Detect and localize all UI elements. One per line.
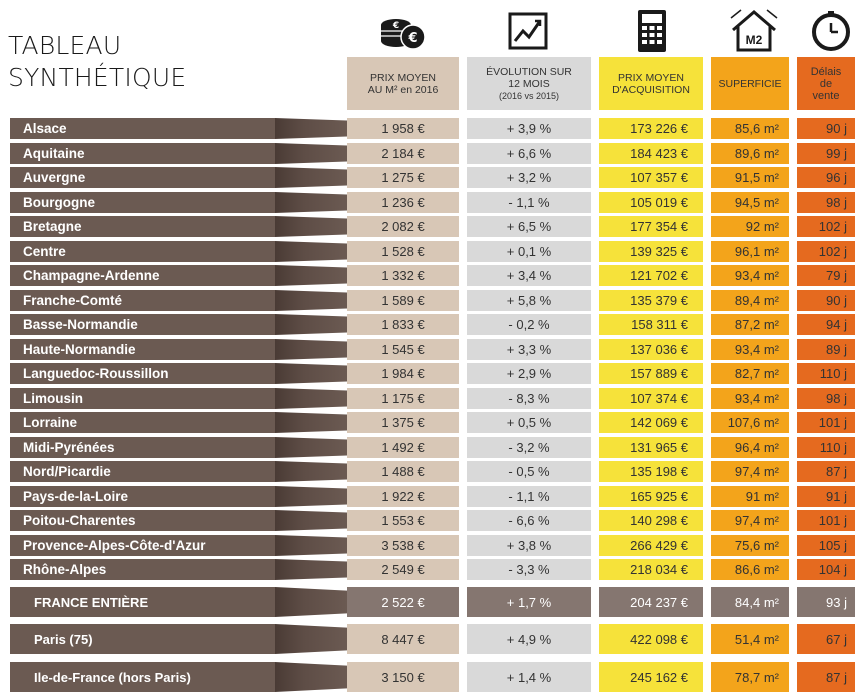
delais-cell: 67 j [797,624,855,654]
house-m2-icon [724,8,784,54]
evolution-cell: - 8,3 % [467,388,591,409]
coins-icon [373,8,433,54]
evolution-cell: - 3,2 % [467,437,591,458]
region-name: Provence-Alpes-Côte-d'Azur [10,535,275,556]
row-connector [275,363,347,384]
prix-m2-cell: 1 488 € [347,461,459,482]
header-prix-m2-line1: PRIX MOYEN [370,71,436,84]
row-connector [275,192,347,213]
delais-cell: 102 j [797,241,855,262]
prix-acquisition-cell: 165 925 € [599,486,703,507]
prix-m2-cell: 3 150 € [347,662,459,692]
evolution-cell: + 3,8 % [467,535,591,556]
row-connector [275,486,347,507]
header-delais-line2: de [819,77,833,90]
region-name: Basse-Normandie [10,314,275,335]
prix-m2-cell: 8 447 € [347,624,459,654]
header-delais-line1: Délais [810,65,842,78]
region-name: Lorraine [10,412,275,433]
row-connector [275,624,347,654]
prix-acquisition-cell: 140 298 € [599,510,703,531]
region-name: Alsace [10,118,275,139]
region-name: Poitou-Charentes [10,510,275,531]
prix-acquisition-cell: 245 162 € [599,662,703,692]
prix-acquisition-cell: 422 098 € [599,624,703,654]
delais-cell: 79 j [797,265,855,286]
row-connector [275,559,347,580]
evolution-cell: - 6,6 % [467,510,591,531]
delais-cell: 87 j [797,461,855,482]
row-connector [275,587,347,617]
row-connector [275,339,347,360]
prix-acquisition-cell: 157 889 € [599,363,703,384]
delais-cell: 89 j [797,339,855,360]
header-prix-acquisition [599,57,703,110]
prix-m2-cell: 1 236 € [347,192,459,213]
header-evolution-line1: ÉVOLUTION SUR [486,65,572,78]
region-name: Auvergne [10,167,275,188]
evolution-cell: - 0,2 % [467,314,591,335]
prix-m2-cell: 1 553 € [347,510,459,531]
header-evolution-line3: (2016 vs 2015) [498,90,560,101]
superficie-cell: 94,5 m² [711,192,789,213]
trend-chart-icon [498,8,558,54]
superficie-cell: 96,4 m² [711,437,789,458]
prix-acquisition-cell: 266 429 € [599,535,703,556]
row-connector [275,437,347,458]
region-name: Centre [10,241,275,262]
prix-m2-cell: 1 528 € [347,241,459,262]
row-connector [275,118,347,139]
delais-cell: 104 j [797,559,855,580]
superficie-cell: 75,6 m² [711,535,789,556]
prix-acquisition-cell: 107 357 € [599,167,703,188]
region-name: Aquitaine [10,143,275,164]
prix-m2-cell: 1 375 € [347,412,459,433]
prix-acquisition-cell: 131 965 € [599,437,703,458]
row-connector [275,290,347,311]
delais-cell: 105 j [797,535,855,556]
superficie-cell: 92 m² [711,216,789,237]
prix-m2-cell: 1 833 € [347,314,459,335]
title-line-1: TABLEAU [8,31,122,60]
prix-m2-cell: 2 184 € [347,143,459,164]
row-connector [275,143,347,164]
row-connector [275,461,347,482]
delais-cell: 99 j [797,143,855,164]
header-evolution-line2: 12 MOIS [508,77,550,90]
prix-m2-cell: 2 549 € [347,559,459,580]
delais-cell: 110 j [797,437,855,458]
clock-icon [801,8,861,54]
superficie-cell: 87,2 m² [711,314,789,335]
evolution-cell: + 1,4 % [467,662,591,692]
row-connector [275,388,347,409]
region-name: Ile-de-France (hors Paris) [10,662,275,692]
row-connector [275,314,347,335]
calculator-icon [622,8,682,54]
header-prix-m2-line2: AU M² en 2016 [367,83,439,96]
row-connector [275,167,347,188]
prix-m2-cell: 3 538 € [347,535,459,556]
delais-cell: 101 j [797,412,855,433]
superficie-cell: 86,6 m² [711,559,789,580]
prix-acquisition-cell: 218 034 € [599,559,703,580]
superficie-cell: 84,4 m² [711,587,789,617]
delais-cell: 87 j [797,662,855,692]
evolution-cell: + 5,8 % [467,290,591,311]
superficie-cell: 82,7 m² [711,363,789,384]
superficie-cell: 89,6 m² [711,143,789,164]
superficie-cell: 78,7 m² [711,662,789,692]
evolution-cell: + 1,7 % [467,587,591,617]
evolution-cell: + 3,3 % [467,339,591,360]
superficie-cell: 96,1 m² [711,241,789,262]
row-connector [275,662,347,692]
svg-text:€: € [392,21,400,31]
delais-cell: 102 j [797,216,855,237]
delais-cell: 90 j [797,118,855,139]
header-prix-acq-line1: PRIX MOYEN [618,71,684,84]
superficie-cell: 107,6 m² [711,412,789,433]
region-name: Paris (75) [10,624,275,654]
prix-m2-cell: 2 522 € [347,587,459,617]
prix-m2-cell: 1 175 € [347,388,459,409]
row-connector [275,412,347,433]
row-connector [275,510,347,531]
region-name: Pays-de-la-Loire [10,486,275,507]
evolution-cell: - 0,5 % [467,461,591,482]
region-name: Midi-Pyrénées [10,437,275,458]
evolution-cell: + 0,5 % [467,412,591,433]
header-superficie-line1: SUPERFICIE [718,77,782,90]
prix-acquisition-cell: 158 311 € [599,314,703,335]
title-line-2: SYNTHÉTIQUE [8,63,187,92]
region-name: Limousin [10,388,275,409]
region-name: Bourgogne [10,192,275,213]
superficie-cell: 85,6 m² [711,118,789,139]
prix-m2-cell: 1 984 € [347,363,459,384]
delais-cell: 90 j [797,290,855,311]
evolution-cell: + 6,5 % [467,216,591,237]
evolution-cell: + 0,1 % [467,241,591,262]
region-name: Bretagne [10,216,275,237]
delais-cell: 96 j [797,167,855,188]
superficie-cell: 89,4 m² [711,290,789,311]
delais-cell: 98 j [797,388,855,409]
evolution-cell: + 3,2 % [467,167,591,188]
superficie-cell: 93,4 m² [711,339,789,360]
prix-acquisition-cell: 184 423 € [599,143,703,164]
superficie-cell: 91 m² [711,486,789,507]
superficie-cell: 97,4 m² [711,510,789,531]
prix-m2-cell: 1 922 € [347,486,459,507]
header-superficie [711,57,789,110]
superficie-cell: 91,5 m² [711,167,789,188]
evolution-cell: - 3,3 % [467,559,591,580]
superficie-cell: 93,4 m² [711,265,789,286]
prix-acquisition-cell: 121 702 € [599,265,703,286]
evolution-cell: + 3,4 % [467,265,591,286]
evolution-cell: - 1,1 % [467,192,591,213]
prix-acquisition-cell: 137 036 € [599,339,703,360]
region-name: Nord/Picardie [10,461,275,482]
delais-cell: 94 j [797,314,855,335]
superficie-cell: 93,4 m² [711,388,789,409]
evolution-cell: - 1,1 % [467,486,591,507]
header-prix-m2 [347,57,459,110]
row-connector [275,216,347,237]
delais-cell: 91 j [797,486,855,507]
evolution-cell: + 6,6 % [467,143,591,164]
prix-acquisition-cell: 142 069 € [599,412,703,433]
superficie-cell: 97,4 m² [711,461,789,482]
prix-m2-cell: 1 275 € [347,167,459,188]
page-title [8,30,338,94]
region-name: Franche-Comté [10,290,275,311]
prix-m2-cell: 2 082 € [347,216,459,237]
prix-m2-cell: 1 332 € [347,265,459,286]
m2-icon-label: M2 [745,33,763,47]
region-name: Haute-Normandie [10,339,275,360]
evolution-cell: + 3,9 % [467,118,591,139]
region-name: FRANCE ENTIÈRE [10,587,275,617]
row-connector [275,265,347,286]
prix-acquisition-cell: 135 198 € [599,461,703,482]
row-connector [275,535,347,556]
delais-cell: 98 j [797,192,855,213]
prix-acquisition-cell: 107 374 € [599,388,703,409]
svg-text:€: € [408,31,418,46]
region-name: Champagne-Ardenne [10,265,275,286]
header-prix-acq-line2: D'ACQUISITION [612,83,690,96]
evolution-cell: + 2,9 % [467,363,591,384]
prix-acquisition-cell: 204 237 € [599,587,703,617]
header-evolution [467,57,591,110]
evolution-cell: + 4,9 % [467,624,591,654]
prix-m2-cell: 1 589 € [347,290,459,311]
delais-cell: 101 j [797,510,855,531]
header-delais [797,57,855,110]
prix-acquisition-cell: 177 354 € [599,216,703,237]
row-connector [275,241,347,262]
region-name: Rhône-Alpes [10,559,275,580]
prix-acquisition-cell: 139 325 € [599,241,703,262]
superficie-cell: 51,4 m² [711,624,789,654]
prix-m2-cell: 1 958 € [347,118,459,139]
prix-acquisition-cell: 105 019 € [599,192,703,213]
prix-acquisition-cell: 135 379 € [599,290,703,311]
region-name: Languedoc-Roussillon [10,363,275,384]
prix-m2-cell: 1 545 € [347,339,459,360]
delais-cell: 110 j [797,363,855,384]
prix-m2-cell: 1 492 € [347,437,459,458]
prix-acquisition-cell: 173 226 € [599,118,703,139]
header-delais-line3: vente [812,89,840,102]
delais-cell: 93 j [797,587,855,617]
